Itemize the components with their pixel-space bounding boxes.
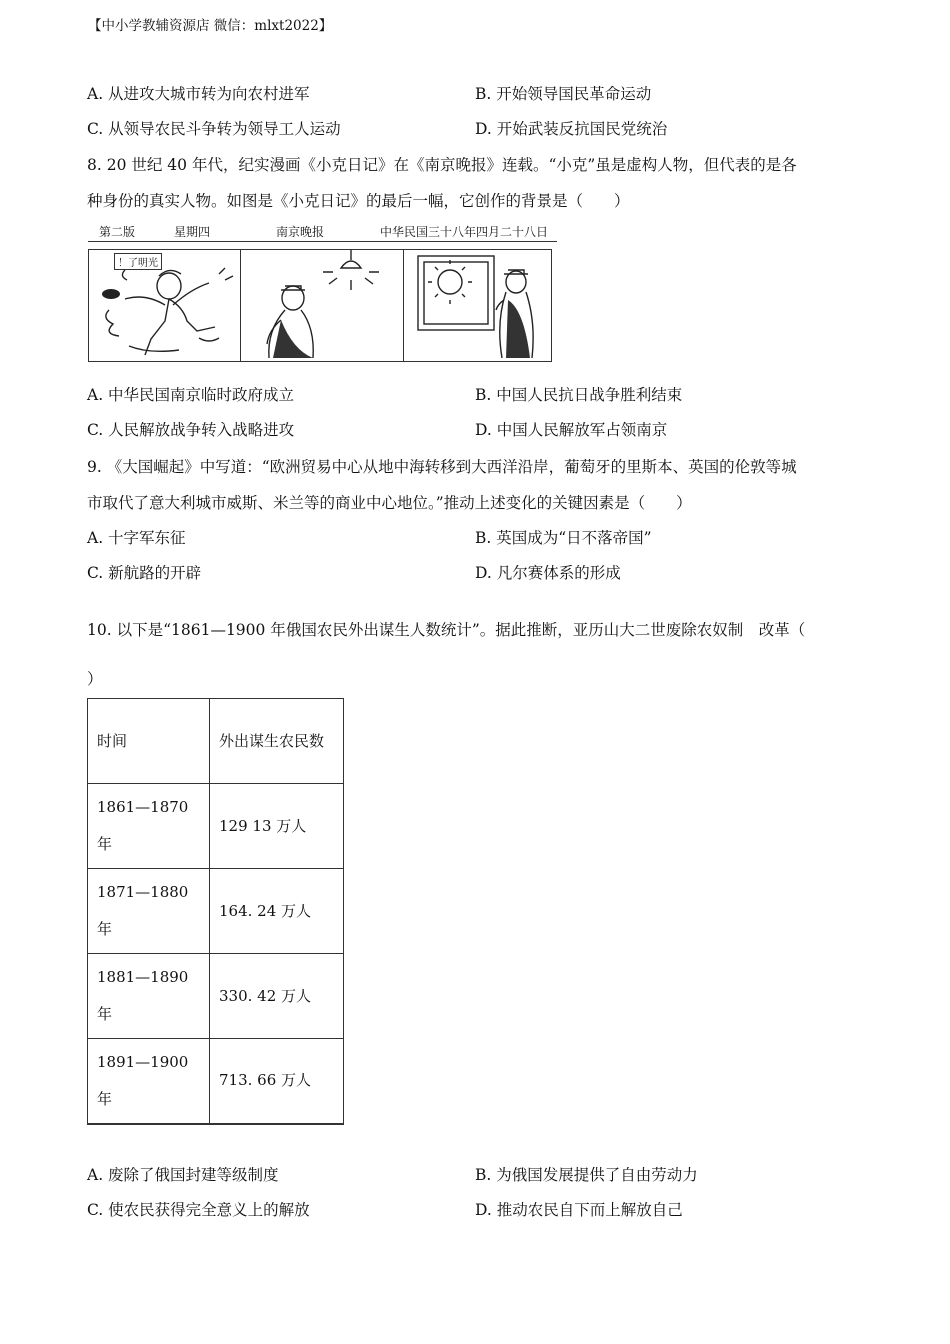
table-row [88, 1039, 344, 1124]
table-cell-period: 1871—1880 年 [88, 869, 210, 954]
q9-stem-line1: 9. 《大国崛起》中写道：“欧洲贸易中心从地中海转移到大西洋沿岸，葡萄牙的里斯本、英国的伦敦等城 [87, 458, 797, 476]
q10-stem-line1: 10. 以下是“1861—1900 年俄国农民外出谋生人数统计”。据此推断，亚历山大二世废除农奴制 改革（ [87, 621, 806, 639]
comic-header [88, 221, 557, 242]
q9-stem-line2: 市取代了意大利城市威斯、米兰等的商业中心地位。”推动上述变化的关键因素是（ ） [87, 494, 692, 512]
comic-edition: 第二版 [99, 225, 136, 239]
table-row [88, 869, 344, 954]
q10-stem-line2: ） [87, 670, 103, 688]
q8-option-b: B. 中国人民抗日战争胜利结束 [475, 386, 683, 404]
q9-option-a: A. 十字军东征 [87, 529, 186, 547]
table-header-cell: 外出谋生农民数 [210, 699, 344, 784]
table-header-row [88, 699, 344, 784]
window-figure-illustration [404, 250, 550, 361]
q7-option-c: C. 从领导农民斗争转为领导工人运动 [87, 120, 341, 138]
table-row [88, 784, 344, 869]
page-header: 【中小学教辅资源店 微信：mlxt2022】 [88, 18, 333, 34]
comic-panel-2 [241, 250, 404, 361]
table-cell-period: 1861—1870 年 [88, 784, 210, 869]
q9-option-d: D. 凡尔赛体系的形成 [475, 564, 621, 582]
comic-panel-1 [89, 250, 241, 361]
table-header-cell: 时间 [88, 699, 210, 784]
table-cell-count: 164. 24 万人 [210, 869, 344, 954]
q10-option-b: B. 为俄国发展提供了自由劳动力 [475, 1166, 698, 1184]
q9-option-b: B. 英国成为“日不落帝国” [475, 529, 652, 547]
table-cell-count: 330. 42 万人 [210, 954, 344, 1039]
comic-weekday: 星期四 [174, 225, 211, 239]
table-cell-period: 1881—1890 年 [88, 954, 210, 1039]
q9-option-c: C. 新航路的开辟 [87, 564, 202, 582]
q10-option-a: A. 废除了俄国封建等级制度 [87, 1166, 279, 1184]
q10-option-c: C. 使农民获得完全意义上的解放 [87, 1201, 310, 1219]
q8-stem-line2: 种身份的真实人物。如图是《小克日记》的最后一幅，它创作的背景是（ ） [87, 192, 630, 210]
q7-option-b: B. 开始领导国民革命运动 [475, 85, 652, 103]
q7-option-a: A. 从进攻大城市转为向农村进军 [87, 85, 310, 103]
comic-paper: 南京晚报 [276, 225, 325, 239]
comic-strip [88, 249, 552, 362]
q8-stem-line1: 8. 20 世纪 40 年代，纪实漫画《小克日记》在《南京晚报》连载。“小克”虽是虚构人物，但代表的是各 [87, 156, 797, 174]
table-cell-period: 1891—1900 年 [88, 1039, 210, 1124]
comic-date: 中华民国三十八年四月二十八日 [380, 225, 549, 239]
emigration-stats-table [87, 698, 344, 1125]
q8-option-a: A. 中华民国南京临时政府成立 [87, 386, 295, 404]
speech-bubble: ！了明光 [114, 253, 162, 270]
dancing-figure-illustration [89, 250, 240, 361]
q8-option-c: C. 人民解放战争转入战略进攻 [87, 421, 295, 439]
q8-option-d: D. 中国人民解放军占领南京 [475, 421, 668, 439]
lamp-figure-illustration [241, 250, 403, 361]
comic-panel-3 [404, 250, 550, 361]
table-row [88, 954, 344, 1039]
q7-option-d: D. 开始武装反抗国民党统治 [475, 120, 668, 138]
table-cell-count: 129 13 万人 [210, 784, 344, 869]
q10-option-d: D. 推动农民自下而上解放自己 [475, 1201, 683, 1219]
table-cell-count: 713. 66 万人 [210, 1039, 344, 1124]
